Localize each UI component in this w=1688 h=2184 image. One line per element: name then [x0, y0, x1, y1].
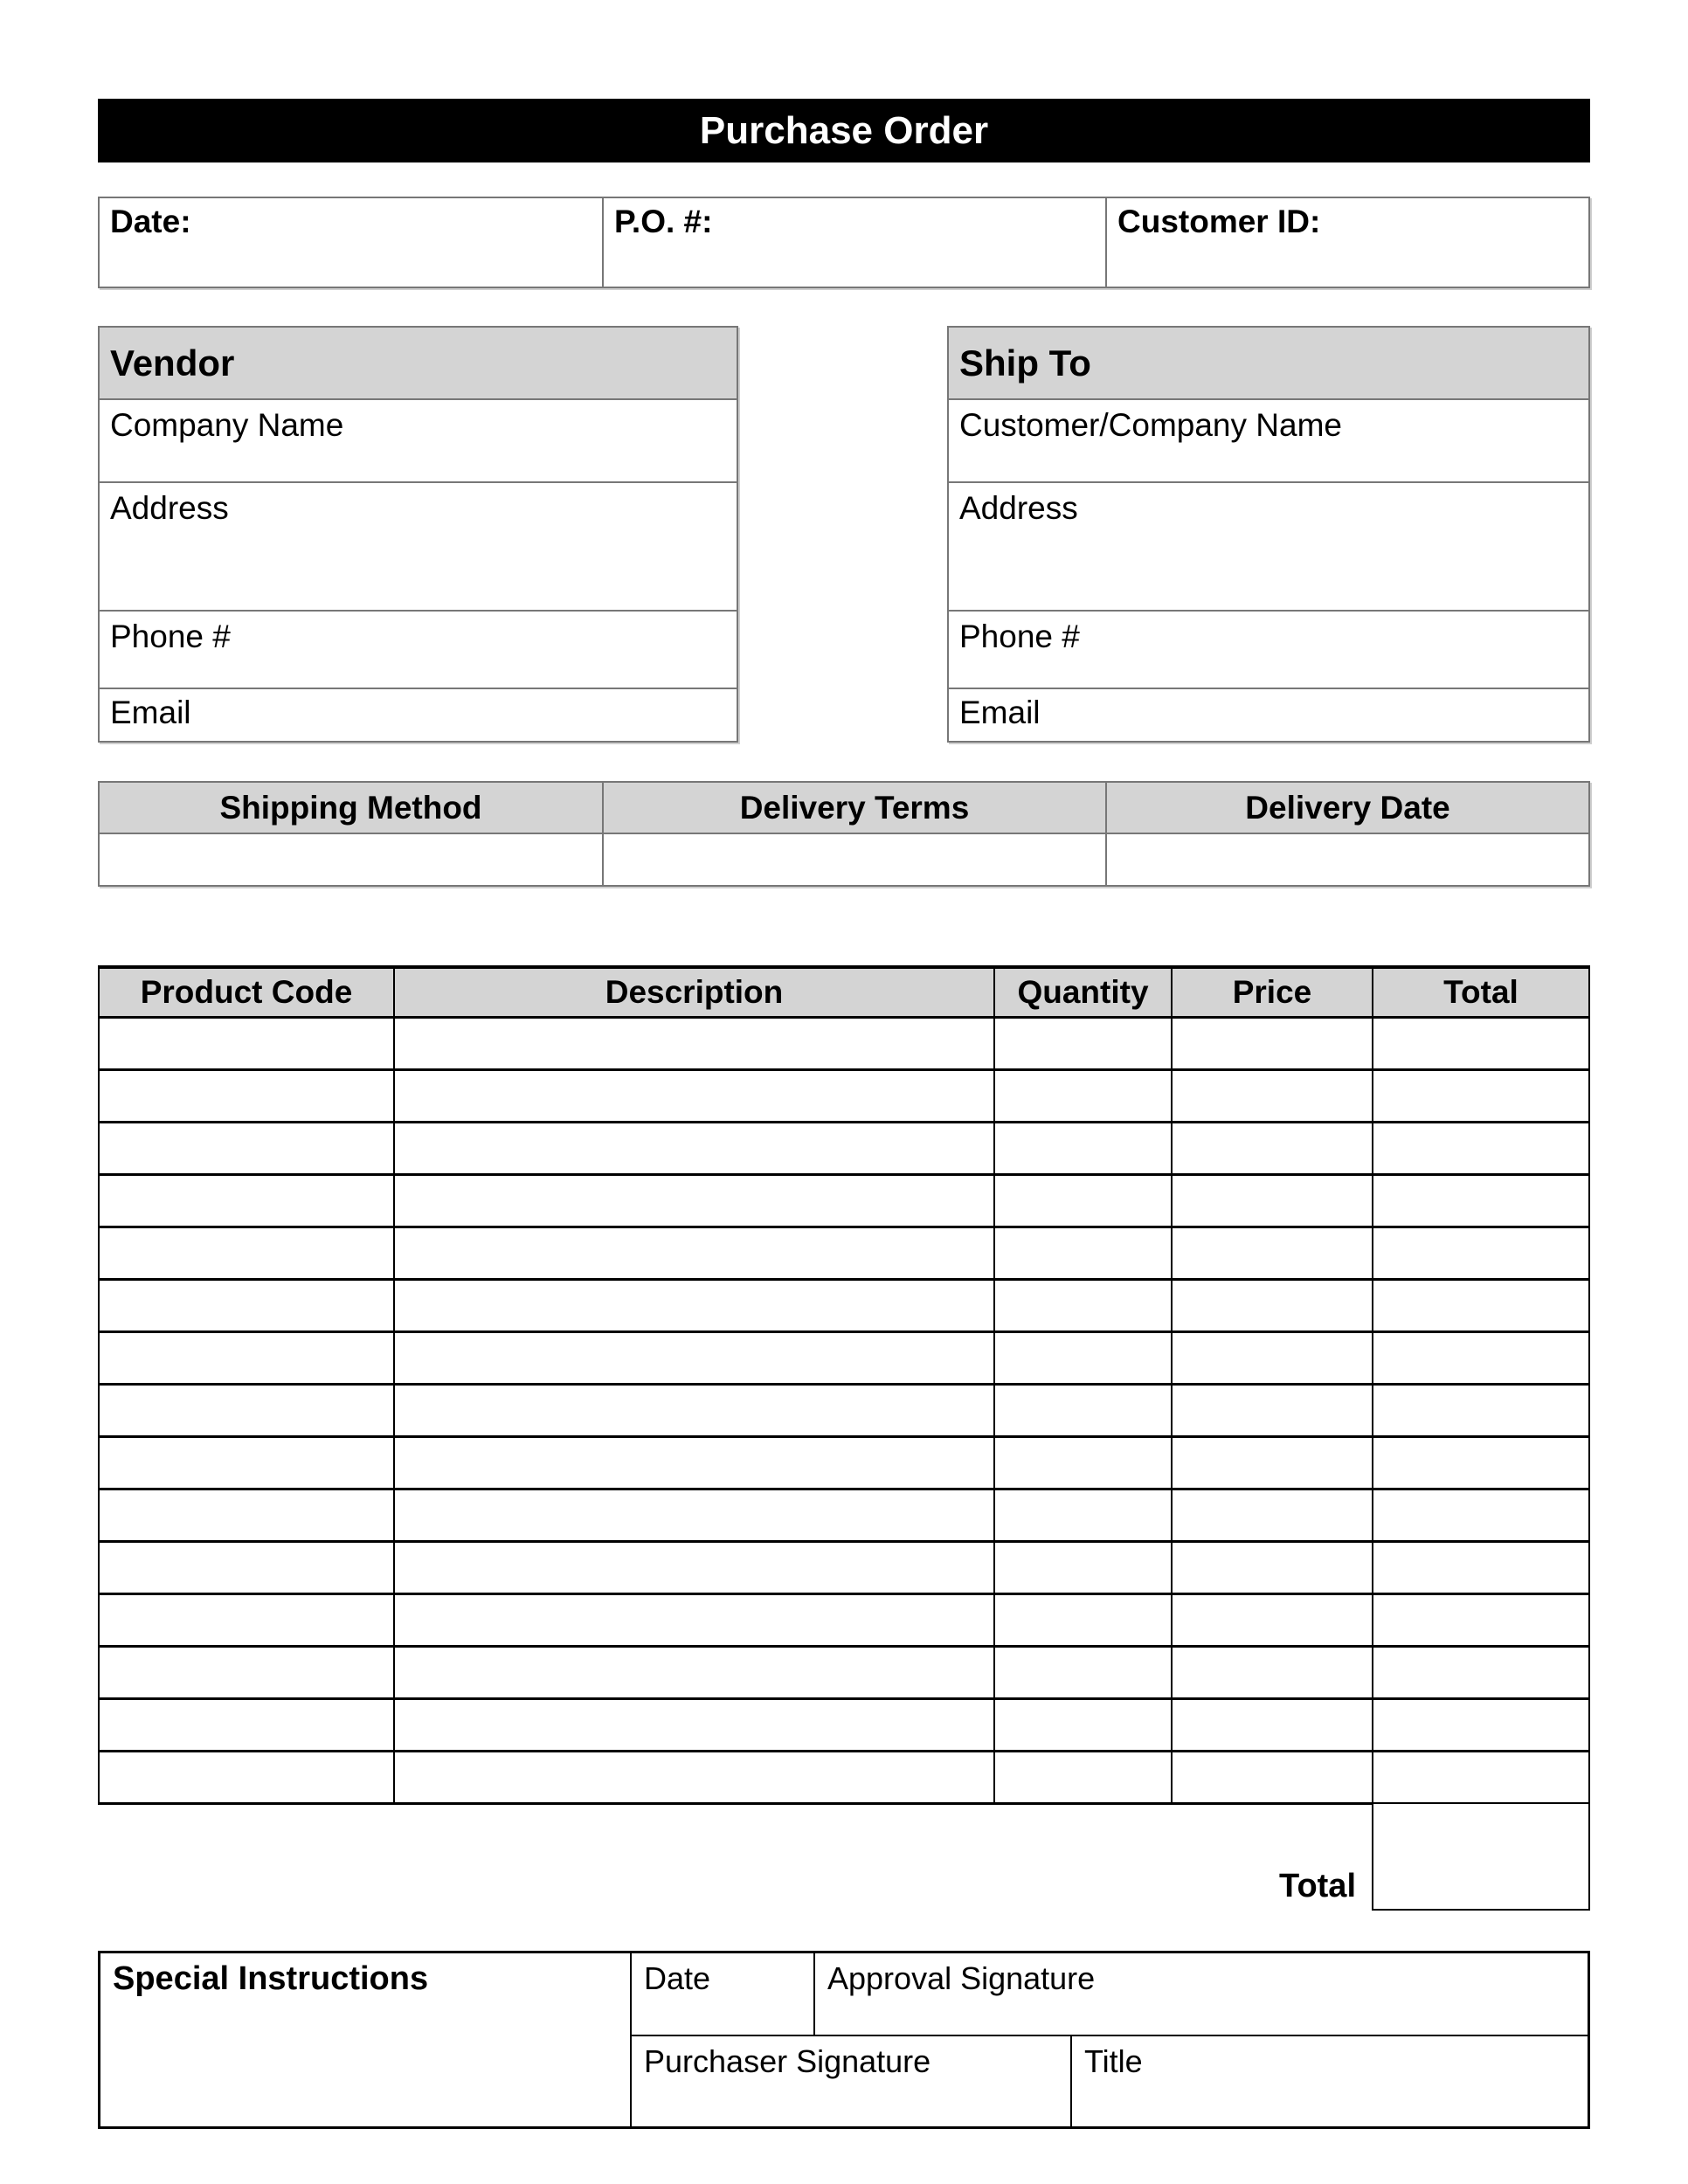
vendor-address-field[interactable]	[100, 483, 737, 612]
table-cell[interactable]	[1173, 1123, 1373, 1173]
table-cell[interactable]	[395, 1123, 995, 1173]
table-cell[interactable]	[395, 1071, 995, 1121]
table-cell[interactable]	[1173, 1700, 1373, 1750]
total-field[interactable]	[1372, 1804, 1590, 1911]
table-cell[interactable]	[100, 1123, 395, 1173]
table-cell[interactable]	[995, 1176, 1173, 1226]
vendor-company-name-field[interactable]	[100, 400, 737, 483]
signature-grid-bottom-row	[632, 2036, 1588, 2126]
delivery-terms-field[interactable]	[604, 834, 1107, 885]
ship-to-panel	[947, 326, 1590, 743]
table-cell[interactable]	[995, 1333, 1173, 1383]
table-cell[interactable]	[1373, 1281, 1588, 1330]
table-cell[interactable]	[100, 1595, 395, 1645]
table-cell[interactable]	[100, 1752, 395, 1802]
table-row	[100, 1123, 1588, 1176]
table-cell[interactable]	[100, 1071, 395, 1121]
table-cell[interactable]	[395, 1333, 995, 1383]
vendor-email-field[interactable]	[100, 689, 737, 741]
info-bar	[98, 197, 1590, 288]
signature-section	[98, 1951, 1590, 2129]
table-row	[100, 1071, 1588, 1123]
column-header-product-code: Product Code	[100, 969, 395, 1016]
table-cell[interactable]	[1373, 1019, 1588, 1068]
table-cell[interactable]	[395, 1490, 995, 1540]
table-cell[interactable]	[995, 1648, 1173, 1697]
table-row	[100, 1228, 1588, 1281]
shipping-method-field[interactable]	[100, 834, 604, 885]
date-field[interactable]	[100, 198, 604, 287]
table-cell[interactable]	[1373, 1595, 1588, 1645]
table-cell[interactable]	[1173, 1228, 1373, 1278]
form-title: Purchase Order	[699, 109, 989, 152]
approval-date-field[interactable]	[632, 1953, 815, 2035]
column-header-description: Description	[395, 969, 995, 1016]
table-row	[100, 1543, 1588, 1595]
table-cell[interactable]	[1373, 1071, 1588, 1121]
delivery-date-field[interactable]	[1107, 834, 1588, 885]
table-row	[100, 1438, 1588, 1490]
column-header-price: Price	[1173, 969, 1373, 1016]
ship-to-company-name-label: Customer/Company Name	[959, 407, 1342, 443]
product-table-body	[100, 1019, 1588, 1805]
vendor-panel	[98, 326, 738, 743]
table-cell[interactable]	[995, 1752, 1173, 1802]
table-row	[100, 1176, 1588, 1228]
column-header-delivery-terms: Delivery Terms	[604, 783, 1107, 833]
table-row	[100, 1595, 1588, 1648]
table-cell[interactable]	[1373, 1490, 1588, 1540]
table-cell[interactable]	[995, 1438, 1173, 1488]
table-cell[interactable]	[395, 1648, 995, 1697]
table-row	[100, 1700, 1588, 1752]
po-number-field[interactable]	[604, 198, 1107, 287]
table-cell[interactable]	[1173, 1386, 1373, 1435]
table-row	[100, 1386, 1588, 1438]
column-header-delivery-date: Delivery Date	[1245, 789, 1450, 826]
table-cell[interactable]	[995, 1281, 1173, 1330]
table-cell[interactable]	[395, 1176, 995, 1226]
ship-to-phone-field[interactable]	[949, 612, 1588, 689]
table-cell[interactable]	[1373, 1386, 1588, 1435]
table-cell[interactable]	[995, 1595, 1173, 1645]
shipping-info-table	[98, 781, 1590, 887]
table-cell[interactable]	[1173, 1176, 1373, 1226]
table-row	[100, 1333, 1588, 1386]
table-cell[interactable]	[100, 1019, 395, 1068]
ship-to-section-title: Ship To	[959, 342, 1091, 384]
table-cell[interactable]	[1373, 1228, 1588, 1278]
table-cell[interactable]	[1173, 1281, 1373, 1330]
table-cell[interactable]	[100, 1386, 395, 1435]
column-header-quantity: Quantity	[995, 969, 1173, 1016]
ship-to-address-field[interactable]	[949, 483, 1588, 612]
table-cell[interactable]	[395, 1700, 995, 1750]
ship-to-address-label: Address	[959, 490, 1078, 526]
product-table-header	[100, 969, 1588, 1019]
table-row	[100, 1019, 1588, 1071]
purchaser-signature-label: Purchaser Signature	[644, 2043, 931, 2079]
table-cell[interactable]	[995, 1071, 1173, 1121]
signer-title-field[interactable]	[1072, 2036, 1588, 2126]
table-cell[interactable]	[995, 1543, 1173, 1593]
purchaser-signature-field[interactable]	[632, 2036, 1072, 2126]
table-cell[interactable]	[1173, 1752, 1373, 1802]
vendor-email-label: Email	[110, 695, 191, 730]
po-number-label: P.O. #:	[614, 204, 713, 239]
table-cell[interactable]	[100, 1438, 395, 1488]
signer-title-label: Title	[1084, 2043, 1143, 2079]
table-cell[interactable]	[995, 1700, 1173, 1750]
table-cell[interactable]	[1373, 1543, 1588, 1593]
table-row	[100, 1752, 1588, 1805]
signature-grid-top-row	[632, 1953, 1588, 2036]
column-header-total: Total	[1443, 974, 1519, 1010]
vendor-phone-field[interactable]	[100, 612, 737, 689]
table-cell[interactable]	[100, 1281, 395, 1330]
table-cell[interactable]	[1373, 1438, 1588, 1488]
table-cell[interactable]	[1173, 1333, 1373, 1383]
table-cell[interactable]	[995, 1123, 1173, 1173]
table-cell[interactable]	[1373, 1176, 1588, 1226]
table-cell[interactable]	[1373, 1752, 1588, 1802]
table-cell[interactable]	[100, 1333, 395, 1383]
shipping-info-header	[100, 783, 1588, 834]
table-cell[interactable]	[1373, 1700, 1588, 1750]
special-instructions-label: Special Instructions	[113, 1960, 429, 1997]
vendor-company-name-label: Company Name	[110, 407, 344, 443]
signature-grid	[632, 1953, 1588, 2126]
table-cell[interactable]	[395, 1543, 995, 1593]
table-cell[interactable]	[1173, 1543, 1373, 1593]
approval-signature-label: Approval Signature	[827, 1960, 1096, 1996]
table-cell[interactable]	[395, 1228, 995, 1278]
table-cell[interactable]	[995, 1386, 1173, 1435]
table-cell[interactable]	[395, 1438, 995, 1488]
table-cell[interactable]	[395, 1281, 995, 1330]
table-cell[interactable]	[1173, 1438, 1373, 1488]
table-cell[interactable]	[1173, 1490, 1373, 1540]
table-row	[100, 1490, 1588, 1543]
table-cell[interactable]	[100, 1176, 395, 1226]
table-cell[interactable]	[100, 1700, 395, 1750]
special-instructions-field[interactable]	[100, 1953, 632, 2126]
table-cell[interactable]	[100, 1490, 395, 1540]
customer-id-field[interactable]	[1107, 198, 1588, 287]
table-cell[interactable]	[395, 1019, 995, 1068]
table-row	[100, 1648, 1588, 1700]
table-cell[interactable]	[100, 1543, 395, 1593]
table-cell[interactable]	[1373, 1123, 1588, 1173]
table-cell[interactable]	[995, 1490, 1173, 1540]
vendor-section-header	[100, 328, 737, 400]
ship-to-email-label: Email	[959, 695, 1041, 730]
table-row	[100, 1281, 1588, 1333]
table-cell[interactable]	[1173, 1595, 1373, 1645]
table-cell[interactable]	[995, 1228, 1173, 1278]
column-header-shipping-method: Shipping Method	[100, 783, 604, 833]
ship-to-email-field[interactable]	[949, 689, 1588, 741]
form-title-bar	[98, 99, 1590, 162]
customer-id-label: Customer ID:	[1117, 204, 1321, 239]
table-cell[interactable]	[1173, 1648, 1373, 1697]
ship-to-company-name-field[interactable]	[949, 400, 1588, 483]
shipping-info-values	[100, 834, 1588, 885]
ship-to-phone-label: Phone #	[959, 619, 1080, 654]
approval-signature-field[interactable]	[815, 1953, 1588, 2035]
ship-to-section-header	[949, 328, 1588, 400]
product-table	[98, 965, 1590, 1805]
table-cell[interactable]	[395, 1752, 995, 1802]
table-cell[interactable]	[1173, 1071, 1373, 1121]
table-cell[interactable]	[395, 1595, 995, 1645]
total-label: Total	[1279, 1868, 1356, 1904]
table-cell[interactable]	[395, 1386, 995, 1435]
table-cell[interactable]	[1173, 1019, 1373, 1068]
table-cell[interactable]	[100, 1228, 395, 1278]
table-cell[interactable]	[1373, 1648, 1588, 1697]
approval-date-label: Date	[644, 1960, 711, 1996]
table-cell[interactable]	[100, 1648, 395, 1697]
vendor-section-title: Vendor	[110, 342, 235, 384]
vendor-phone-label: Phone #	[110, 619, 231, 654]
date-label: Date:	[110, 204, 191, 239]
table-cell[interactable]	[1373, 1333, 1588, 1383]
table-cell[interactable]	[995, 1019, 1173, 1068]
vendor-address-label: Address	[110, 490, 229, 526]
